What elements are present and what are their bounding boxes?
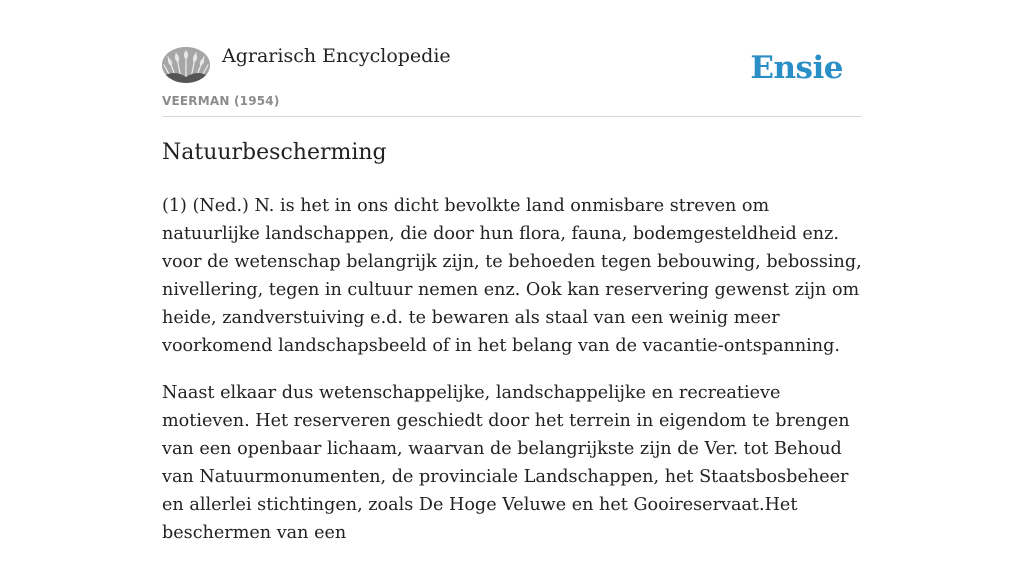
- source-author: VEERMAN (1954): [162, 94, 280, 108]
- entry-paragraph: Naast elkaar dus wetenschappelijke, landschappelijke en recreatieve motieven. Het reserveren geschiedt door het terrein in eigendom te brengen van een openbaar lichaam, waarvan de belangrijkste zijn de Ver. tot Behoud van Natuurmonumenten, de provinciale Landschappen, het Staatsbosbeheer en allerlei stichtingen, zoals De Hoge Veluwe en het Gooireservaat.Het beschermen van een: [162, 383, 850, 543]
- source-title[interactable]: Agrarisch Encyclopedie: [222, 45, 451, 67]
- wheat-ears-icon[interactable]: [162, 47, 210, 83]
- source-header: [162, 0, 862, 117]
- entry-body: [162, 192, 862, 566]
- page-title: Natuurbescherming: [162, 140, 387, 165]
- entry-paragraph: (1) (Ned.) N. is het in ons dicht bevolkte land onmisbare streven om natuurlijke landschappen, die door hun flora, fauna, bodemgesteldheid enz. voor de wetenschap belangrijk zijn, te behoeden tegen bebouwing, bebossing, nivellering, tegen in cultuur nemen enz. Ook kan reservering gewenst zijn om heide, zandverstuiving e.d. te bewaren als staal van een weinig meer voorkomend landschapsbeeld of in het belang van de vacantie-ontspanning.: [162, 196, 862, 356]
- brand-logo[interactable]: Ensie: [750, 50, 843, 86]
